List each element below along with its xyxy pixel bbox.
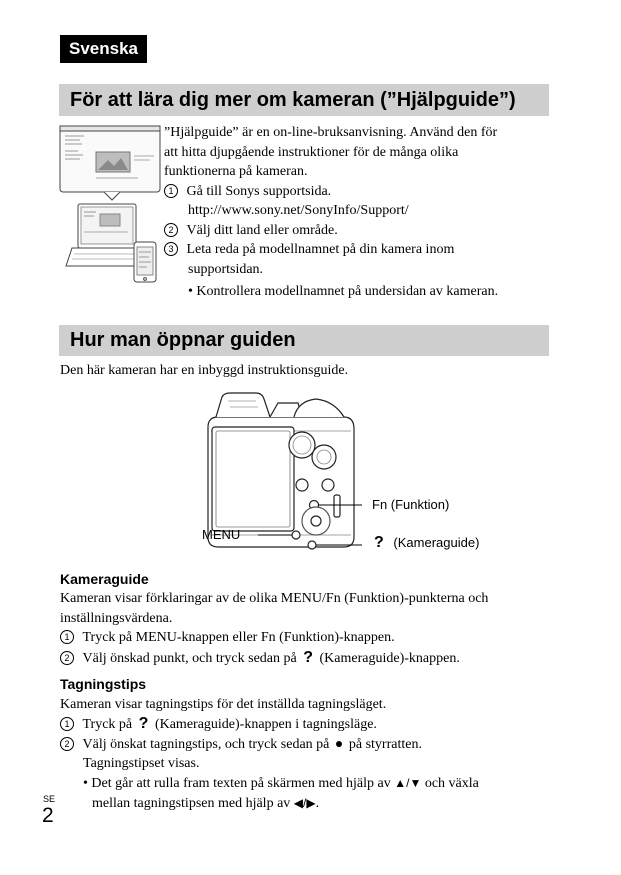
menu-button	[292, 531, 300, 539]
kameraguide-step-2	[60, 648, 460, 669]
menu-callout-label: MENU	[202, 527, 241, 542]
tagningstips-step-1-text: Tryck på	[82, 717, 133, 732]
question-icon: ?	[374, 534, 384, 551]
built-in-guide-intro: Den här kameran har en inbyggd instruktionsguide.	[60, 363, 349, 378]
kameraguide-heading: Kameraguide	[60, 571, 149, 587]
center-button-icon: ●	[334, 735, 344, 751]
tagningstips-step-1	[60, 714, 377, 735]
left-right-arrows-icon: ◀/▶	[293, 796, 316, 810]
tagningstips-step-2	[60, 734, 422, 755]
up-down-arrows-icon: ▲/▼	[394, 776, 422, 790]
kameraguide-step-1-text: Tryck på MENU-knappen eller Fn (Funktion)-knappen.	[82, 630, 395, 645]
kameraguide-desc-line-1: Kameran visar förklaringar av de olika MENU/Fn (Funktion)-punkterna och	[60, 591, 489, 606]
step-number-1: 1	[60, 630, 74, 644]
question-icon: ?	[138, 715, 149, 732]
scroll-text-instruction: • Det går att rulla fram texten på skärmen med hjälp av	[83, 776, 391, 791]
help-guide-intro-line-1: ”Hjälpguide” är en on-line-bruksanvisning. Använd den för	[164, 125, 498, 140]
step-3-text-continued: supportsidan.	[188, 261, 264, 277]
control-dial-top	[312, 445, 336, 469]
step-number-2: 2	[164, 223, 178, 237]
step-number-3: 3	[164, 242, 178, 256]
sentence-end: .	[315, 796, 320, 811]
guide-callout	[374, 534, 479, 552]
step-3	[164, 240, 454, 260]
tagningstips-desc: Kameran visar tagningstips för det inställda tagningsläget.	[60, 696, 387, 712]
page-language-code: SE	[43, 794, 56, 804]
tagningstips-bullet-line-2	[92, 794, 319, 814]
tagningstips-step-1-suffix: (Kameraguide)-knappen i tagningsläge.	[154, 717, 377, 732]
help-button	[308, 541, 316, 549]
step-1-text: Gå till Sonys supportsida.	[186, 183, 332, 199]
rear-lcd	[212, 427, 294, 531]
step-3-text: Leta reda på modellnamnet på din kamera inom	[186, 242, 455, 257]
tagningstips-heading: Tagningstips	[60, 676, 147, 692]
step-2-text: Välj ditt land eller område.	[186, 222, 338, 238]
step-1	[164, 182, 331, 202]
page-number: 2	[42, 804, 54, 827]
kameraguide-step-1	[60, 628, 395, 648]
language-tag: Svenska	[60, 35, 147, 63]
step-2	[164, 221, 338, 241]
tagningstips-step-2-result: Tagningstipset visas.	[83, 755, 200, 771]
step-number-1: 1	[164, 184, 178, 198]
switch-text: och växla	[424, 776, 479, 791]
help-guide-intro-line-3: funktionerna på kameran.	[164, 164, 308, 179]
question-icon: ?	[303, 649, 314, 666]
switch-tips-instruction: mellan tagningstipsen med hjälp av	[92, 796, 291, 811]
help-guide-intro-line-2: att hitta djupgående instruktioner för de många olika	[164, 144, 459, 160]
control-wheel	[302, 507, 330, 535]
kameraguide-step-2-suffix: (Kameraguide)-knappen.	[319, 651, 460, 666]
kameraguide-step-2-text: Välj önskad punkt, och tryck sedan på	[82, 651, 297, 666]
tagningstips-bullet-line-1	[83, 774, 479, 794]
fn-callout-label: Fn (Funktion)	[372, 497, 450, 512]
step-number-1: 1	[60, 717, 74, 731]
section-title-open-guide: Hur man öppnar guiden	[59, 325, 549, 356]
model-name-bullet: • Kontrollera modellnamnet på undersidan av kameran.	[188, 284, 499, 299]
step-number-2: 2	[60, 737, 74, 751]
guide-callout-label: (Kameraguide)	[393, 535, 480, 550]
tagningstips-step-2-text: Välj önskat tagningstips, och tryck sedan på	[82, 737, 330, 752]
support-url: http://www.sony.net/SonyInfo/Support/	[188, 203, 409, 218]
laptop-phone-illustration	[58, 124, 166, 290]
flash-housing	[216, 393, 270, 417]
step-number-2: 2	[60, 651, 74, 665]
section-title-help-guide: För att lära dig mer om kameran (”Hjälpguide”)	[59, 84, 549, 116]
kameraguide-desc-line-2: inställningsvärdena.	[60, 610, 173, 626]
tagningstips-step-2-suffix: på styrratten.	[348, 737, 422, 752]
